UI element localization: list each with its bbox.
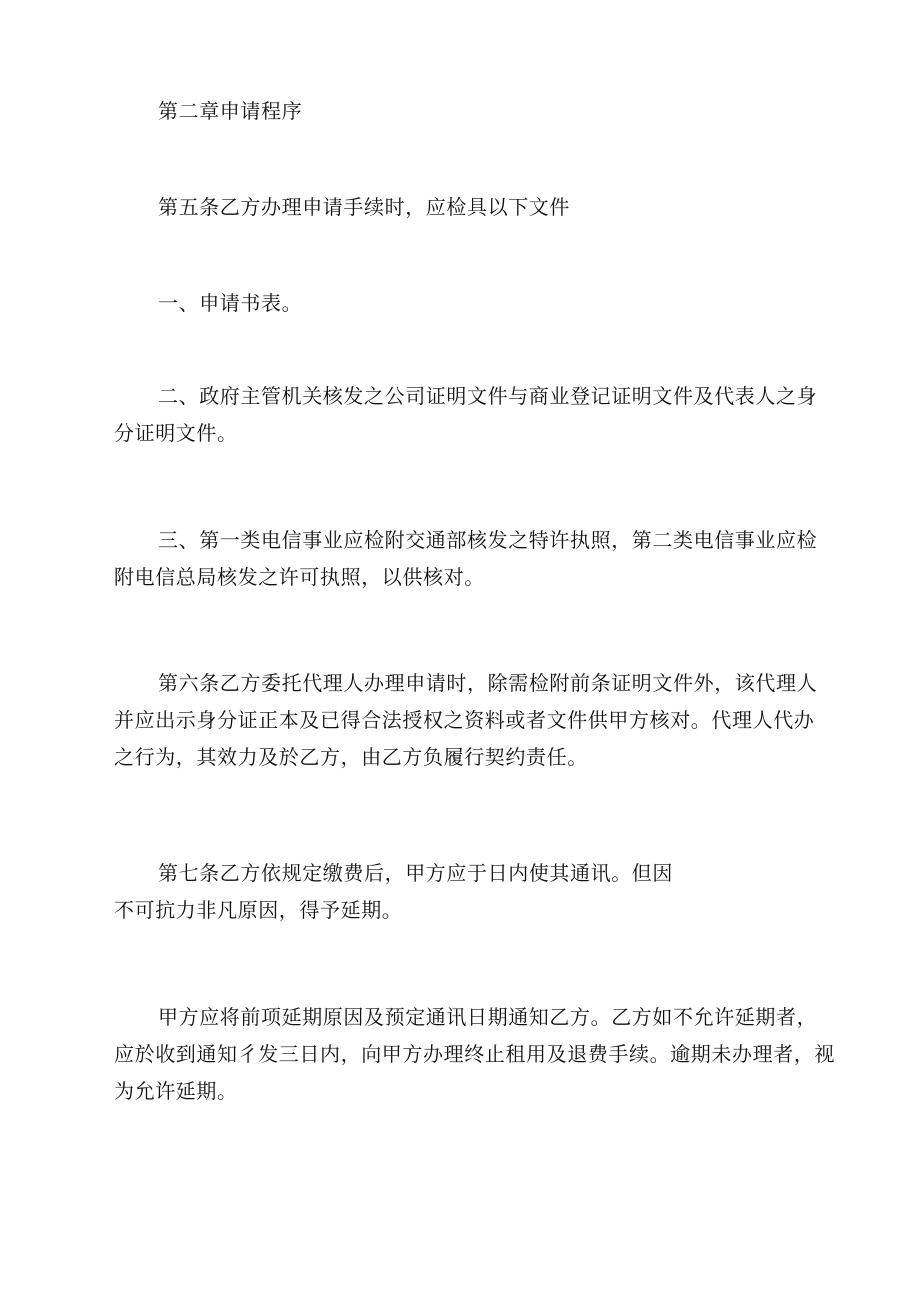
item-2-paragraph (114, 378, 818, 452)
paragraph-line: 第五条乙方办理申请手续时，应检具以下文件 (158, 195, 570, 219)
paragraph-line: 为允许延期。 (114, 1079, 238, 1103)
article-6-paragraph (114, 665, 818, 776)
item-1-paragraph (114, 285, 814, 322)
paragraph-line: 第七条乙方依规定缴费后，甲方应于日内使其通讯。但因 (158, 861, 673, 885)
item-3-paragraph (114, 522, 818, 596)
paragraph-line: 第六条乙方委托代理人办理申请时，除需检附前条证明文件外，该代理人 (158, 671, 818, 695)
chapter-heading (114, 93, 814, 130)
paragraph-line: 附电信总局核发之许可执照，以供核对。 (114, 565, 485, 589)
paragraph-line: 分证明文件。 (114, 421, 238, 445)
paragraph-line: 第二章申请程序 (158, 99, 303, 123)
paragraph-line: 一、申请书表。 (158, 291, 303, 315)
article-7-paragraph (114, 855, 814, 929)
paragraph-line: 并应出示身分证正本及已得合法授权之资料或者文件供甲方核对。代理人代办 (114, 708, 815, 732)
paragraph-line: 不可抗力非凡原因，得予延期。 (114, 898, 403, 922)
paragraph-line: 应於收到通知彳发三日内，向甲方办理终止租用及退费手续。逾期未办理者，视 (114, 1042, 835, 1066)
article-5-intro (114, 189, 814, 226)
paragraph-line: 甲方应将前项延期原因及预定通讯日期通知乙方。乙方如不允许延期者， (158, 1005, 818, 1029)
paragraph-line: 三、第一类电信事业应检附交通部核发之特许执照，第二类电信事业应检 (158, 528, 818, 552)
paragraph-line: 二、政府主管机关核发之公司证明文件与商业登记证明文件及代表人之身 (158, 384, 818, 408)
delay-notice-paragraph (114, 999, 835, 1110)
paragraph-line: 之行为，其效力及於乙方，由乙方负履行契约责任。 (114, 745, 588, 769)
